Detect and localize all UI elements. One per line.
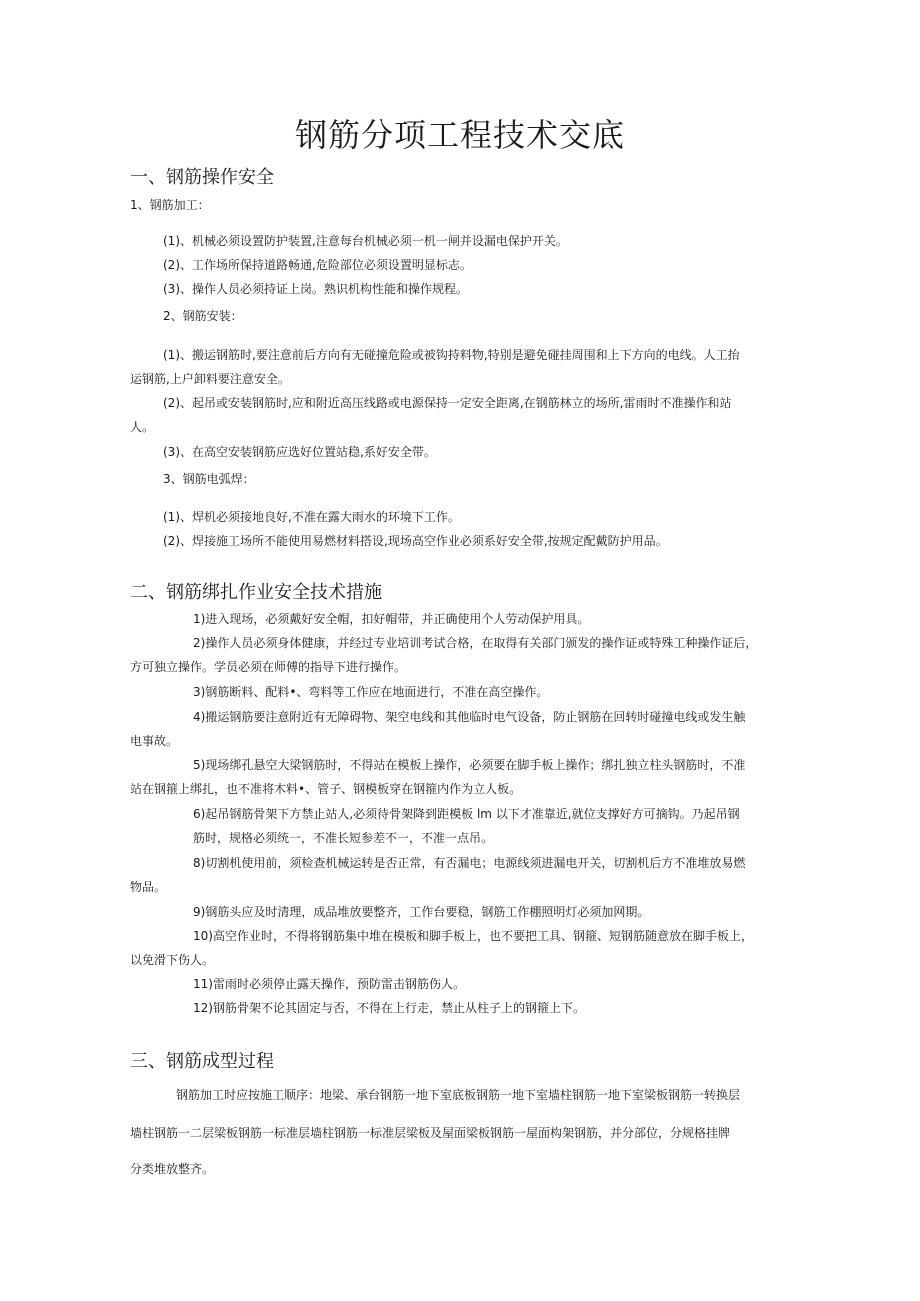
paragraph: (2)、工作场所保持道路畅通,危险部位必须设置明显标志。: [163, 258, 472, 272]
paragraph: (3)、在高空安装钢筋应选好位置站稳,系好安全带。: [163, 445, 436, 459]
list-item-continuation: 以免滑下伤人。: [130, 953, 215, 967]
paragraph: 钢筋加工时应按施工顺序：地梁、承台钢筋一地下室底板钢筋一地下室墙柱钢筋一地下室梁板钢筋一转换层: [176, 1088, 741, 1102]
list-item: 3)钢筋断料、配料•、弯料等工作应在地面进行，不准在高空操作。: [193, 685, 549, 699]
subsection-1-label: 1、钢筋加工：: [130, 198, 210, 212]
paragraph: (3)、操作人员必须持证上岗。熟识机构性能和操作规程。: [163, 282, 469, 296]
list-item-continuation: 筋时，规格必须统一，不准长短参差不一，不准一点吊。: [193, 831, 494, 845]
list-item-continuation: 站在钢箍上绑扎，也不准将木料•、管子、钢模板穿在钢箍内作为立人板。: [130, 782, 522, 796]
list-item: 2)操作人员必须身体健康，并经过专业培训考试合格，在取得有关部门颁发的操作证或特殊工种操作证后，: [193, 636, 758, 650]
list-item: 5)现场绑孔悬空大梁钢筋时，不得站在模板上操作，必须要在脚手板上操作；绑扎独立柱头钢筋时，不准: [193, 758, 746, 772]
subsection-2-label: 2、钢筋安装：: [163, 309, 243, 323]
paragraph: (2)、焊接施工场所不能使用易燃材料搭设,现场高空作业必须系好安全带,按规定配戴防护用品。: [163, 534, 668, 548]
subsection-3-label: 3、钢筋电弧焊：: [163, 472, 255, 486]
paragraph: (1)、搬运钢筋时,要注意前后方向有无碰撞危险或被钩持料物,特别是避免碰挂周围和上下方向的电线。人工抬: [163, 348, 740, 362]
paragraph-continuation: 运钢筋,上户卸料要注意安全。: [130, 372, 290, 386]
paragraph: (2)、起吊或安装钢筋时,应和附近高压线路或电源保持一定安全距离,在钢筋林立的场所,雷雨时不准操作和站: [163, 396, 732, 410]
list-item: 8)切割机使用前，须检查机械运转是否正常，有否漏电；电源线须进漏电开关，切割机后方不准堆放易燃: [193, 856, 746, 870]
list-item: 6)起吊钢筋骨架下方禁止站人,必须待骨架降到距模板 lm 以下才准靠近,就位支撑好方可摘钩。乃起吊钢: [193, 807, 740, 821]
section-1-heading: 一、钢筋操作安全: [130, 167, 274, 188]
list-item-continuation: 电事故。: [130, 734, 179, 748]
section-3-heading: 三、钢筋成型过程: [130, 1051, 274, 1072]
paragraph: (1)、机械必须设置防护装置,注意每台机械必须一机一闸并设漏电保护开关。: [163, 234, 568, 248]
list-item: 11)雷雨时必须停止露天操作，预防雷击钢筋伤人。: [193, 977, 465, 991]
paragraph-continuation: 墙柱钢筋一二层梁板钢筋一标准层墙柱钢筋一标准层梁板及屋面梁板钢筋一屋面构架钢筋，并分部位，分规格挂牌: [130, 1126, 731, 1140]
paragraph-continuation: 人。: [130, 420, 155, 434]
list-item: 10)高空作业时，不得将钢筋集中堆在模板和脚手板上，也不要把工具、钢箍、短钢筋随意放在脚手板上，: [193, 929, 753, 943]
list-item: 12)钢筋骨架不论其固定与否，不得在上行走，禁止从柱子上的钢箍上下。: [193, 1001, 585, 1015]
section-2-heading: 二、钢筋绑扎作业安全技术措施: [130, 582, 382, 603]
list-item-continuation: 方可独立操作。学员必须在师傅的指导下进行操作。: [130, 660, 407, 674]
list-item: 4)搬运钢筋要注意附近有无障碍物、架空电线和其他临时电气设备，防止钢筋在回转时碰撞电线或发生触: [193, 710, 746, 724]
list-item: 9)钢筋头应及时清理，成品堆放要整齐，工作台要稳，钢筋工作棚照明灯必须加网期。: [193, 905, 650, 919]
paragraph: (1)、焊机必须接地良好,不准在露大雨水的环境下工作。: [163, 510, 460, 524]
paragraph-continuation: 分类堆放整齐。: [130, 1162, 215, 1176]
page-title: 钢筋分项工程技术交底: [294, 116, 625, 154]
list-item: 1)进入现场，必须戴好安全帽，扣好帽带，并正确使用个人劳动保护用具。: [193, 612, 590, 626]
list-item-continuation: 物品。: [130, 880, 167, 894]
